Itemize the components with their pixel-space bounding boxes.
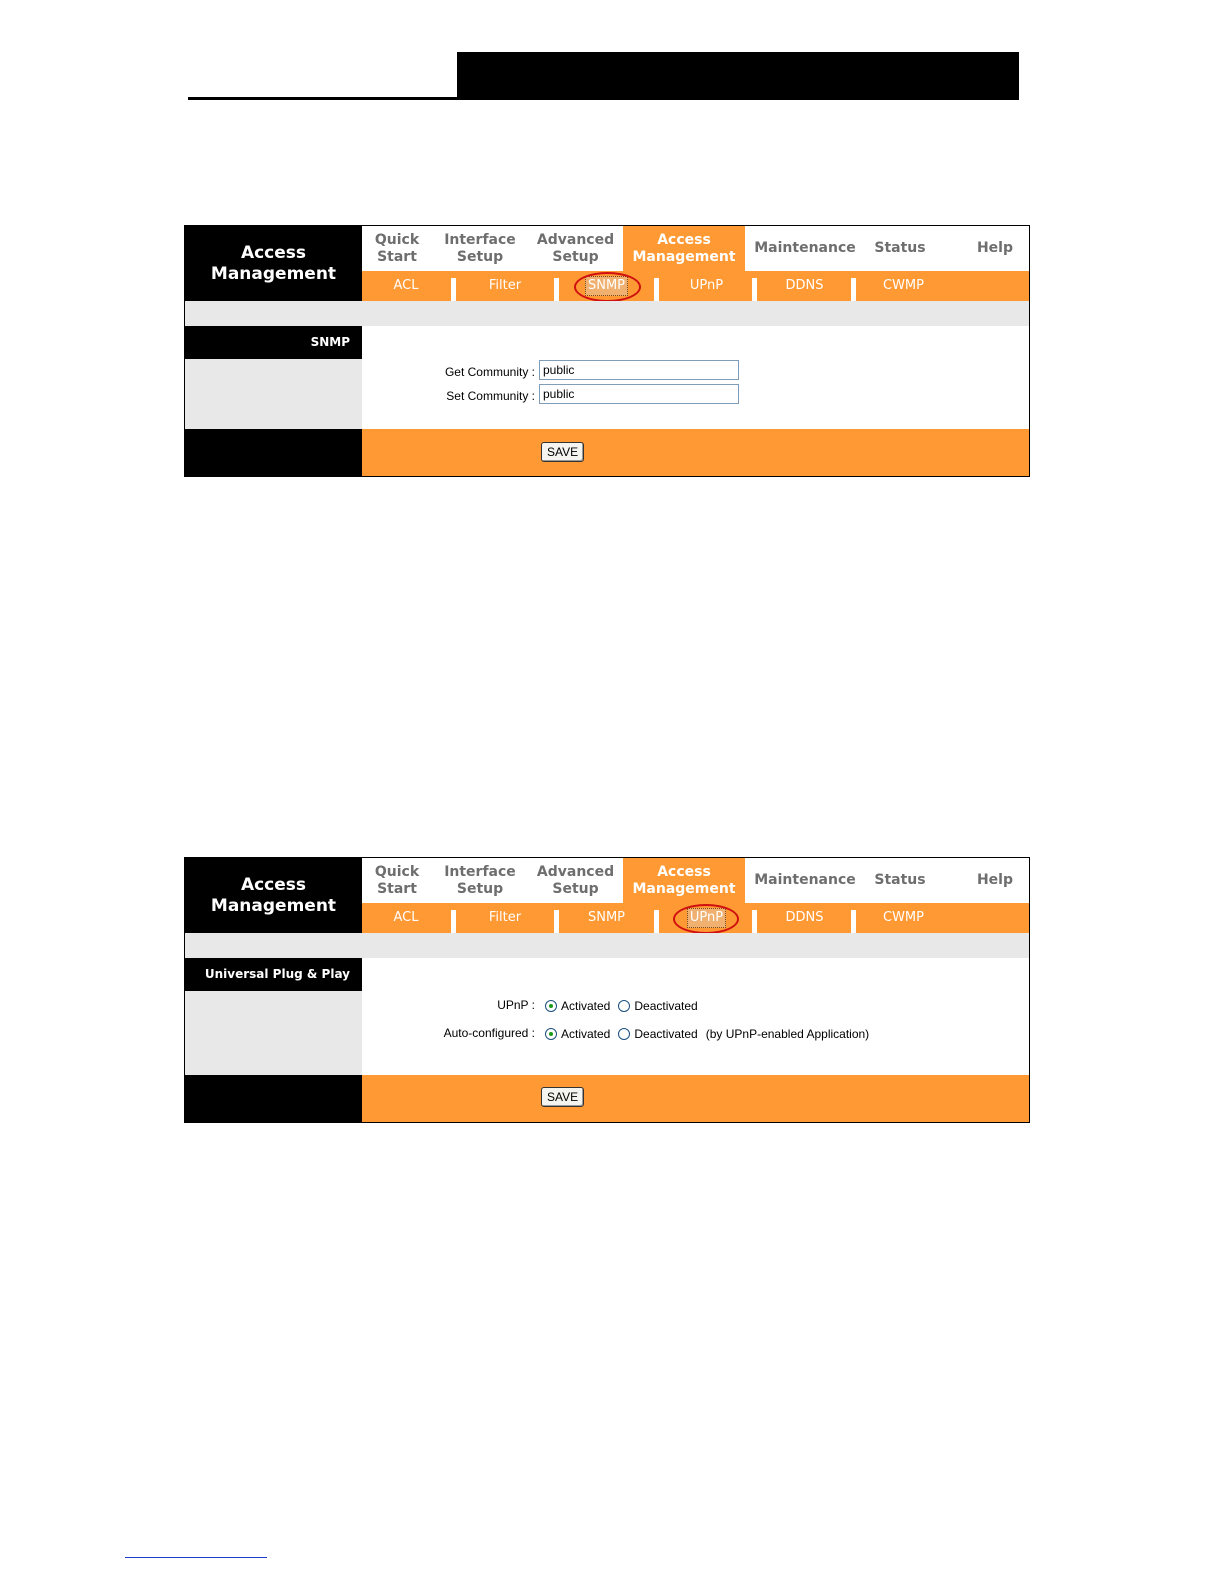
tab-label: Help: [976, 240, 1014, 256]
subnav-label: UPnP: [689, 278, 724, 293]
auto-deactivated-radio[interactable]: [618, 1028, 630, 1040]
footer-bar: [362, 1075, 1029, 1122]
subnav-acl[interactable]: [362, 903, 450, 933]
tab-advanced-setup[interactable]: [528, 858, 623, 903]
get-community-label: Get Community :: [444, 365, 535, 379]
auto-configured-note: (by UPnP-enabled Application): [705, 1027, 870, 1041]
tab-label: Status: [874, 872, 926, 888]
subnav-snmp[interactable]: [559, 903, 654, 933]
tab-interface-setup[interactable]: [432, 858, 528, 903]
snmp-screenshot: [184, 225, 1030, 477]
subnav-label: Filter: [488, 910, 522, 925]
tab-maintenance[interactable]: [745, 858, 865, 903]
subnav-label: ACL: [393, 910, 419, 925]
footer-link-underline: [125, 1557, 267, 1558]
save-button[interactable]: SAVE: [541, 1087, 584, 1107]
subnav-label: CWMP: [883, 910, 924, 925]
subnav-ddns[interactable]: [757, 271, 852, 301]
highlight-ring: [574, 272, 641, 302]
spacer-band: [185, 301, 1029, 326]
footer-left: [185, 1075, 362, 1122]
subnav-label: Filter: [488, 278, 522, 293]
auto-configured-label: Auto-configured :: [443, 1026, 535, 1040]
tab-label: Access: [657, 863, 711, 880]
main-tabs: [362, 858, 1029, 903]
tab-label: Setup: [456, 248, 504, 265]
tab-quick-start[interactable]: [362, 858, 432, 903]
section-label: Universal Plug & Play: [185, 958, 362, 991]
brand-block: [185, 226, 362, 301]
tab-label: Interface: [444, 863, 516, 880]
footer-bar: [362, 429, 1029, 476]
tab-label: Start: [377, 248, 417, 265]
subnav-cwmp[interactable]: [856, 271, 951, 301]
subnav-label: SNMP: [585, 276, 628, 296]
tab-advanced-setup[interactable]: [528, 226, 623, 271]
subnav-label: CWMP: [883, 278, 924, 293]
subnav-filter[interactable]: [456, 903, 554, 933]
set-community-label: Set Community :: [446, 389, 535, 403]
tab-label: Advanced: [536, 231, 615, 248]
subnav-label: UPnP: [687, 908, 726, 928]
tab-access-management[interactable]: [623, 858, 745, 903]
set-community-input[interactable]: [539, 384, 739, 404]
tab-status[interactable]: [865, 858, 935, 903]
document-header-rule: [188, 97, 458, 100]
tab-label: Maintenance: [754, 872, 856, 888]
upnp-activated-radio[interactable]: [545, 1000, 557, 1012]
upnp-radio-group: [545, 999, 704, 1013]
subnav-ddns[interactable]: [757, 903, 852, 933]
left-column-fill: [185, 359, 362, 429]
sub-navigation: [362, 271, 1029, 301]
tab-maintenance[interactable]: [745, 226, 865, 271]
save-button[interactable]: SAVE: [541, 442, 584, 462]
upnp-screenshot: [184, 857, 1030, 1123]
tab-label: Start: [377, 880, 417, 897]
tab-quick-start[interactable]: [362, 226, 432, 271]
get-community-input[interactable]: [539, 360, 739, 380]
tab-access-management[interactable]: [623, 226, 745, 271]
brand-line-1: Access: [240, 242, 307, 263]
main-tabs: [362, 226, 1029, 271]
tab-label: Access: [657, 231, 711, 248]
subnav-acl[interactable]: [362, 271, 450, 301]
highlight-ring: [673, 904, 739, 934]
tab-label: Setup: [456, 880, 504, 897]
tab-status[interactable]: [865, 226, 935, 271]
tab-label: Advanced: [536, 863, 615, 880]
radio-label: Activated: [561, 999, 611, 1013]
brand-line-2: Management: [210, 895, 337, 916]
tab-label: Setup: [552, 880, 599, 897]
tab-label: Quick: [374, 231, 420, 248]
footer-left: [185, 429, 362, 476]
tab-help[interactable]: [962, 226, 1028, 271]
brand-line-1: Access: [240, 874, 307, 895]
spacer-band: [185, 933, 1029, 958]
tab-label: Setup: [552, 248, 599, 265]
subnav-label: ACL: [393, 278, 419, 293]
tab-interface-setup[interactable]: [432, 226, 528, 271]
auto-activated-radio[interactable]: [545, 1028, 557, 1040]
subnav-cwmp[interactable]: [856, 903, 951, 933]
tab-label: Help: [976, 872, 1014, 888]
subnav-label: DDNS: [785, 278, 824, 293]
radio-label: Deactivated: [634, 1027, 698, 1041]
tab-label: Quick: [374, 863, 420, 880]
tab-label: Interface: [444, 231, 516, 248]
section-label: SNMP: [185, 326, 362, 359]
left-column-fill: [185, 991, 362, 1075]
upnp-deactivated-radio[interactable]: [618, 1000, 630, 1012]
subnav-label: SNMP: [587, 910, 626, 925]
brand-line-2: Management: [210, 263, 337, 284]
subnav-label: DDNS: [785, 910, 824, 925]
tab-label: Management: [632, 880, 736, 897]
radio-label: Deactivated: [634, 999, 698, 1013]
subnav-upnp[interactable]: [659, 271, 754, 301]
sub-navigation: [362, 903, 1029, 933]
tab-label: Maintenance: [754, 240, 856, 256]
tab-label: Management: [632, 248, 736, 265]
tab-help[interactable]: [962, 858, 1028, 903]
brand-block: [185, 858, 362, 933]
auto-configured-radio-group: [545, 1027, 869, 1041]
document-header-bar: [457, 52, 1019, 100]
subnav-filter[interactable]: [456, 271, 554, 301]
radio-label: Activated: [561, 1027, 611, 1041]
tab-label: Status: [874, 240, 926, 256]
upnp-label: UPnP :: [497, 998, 535, 1012]
